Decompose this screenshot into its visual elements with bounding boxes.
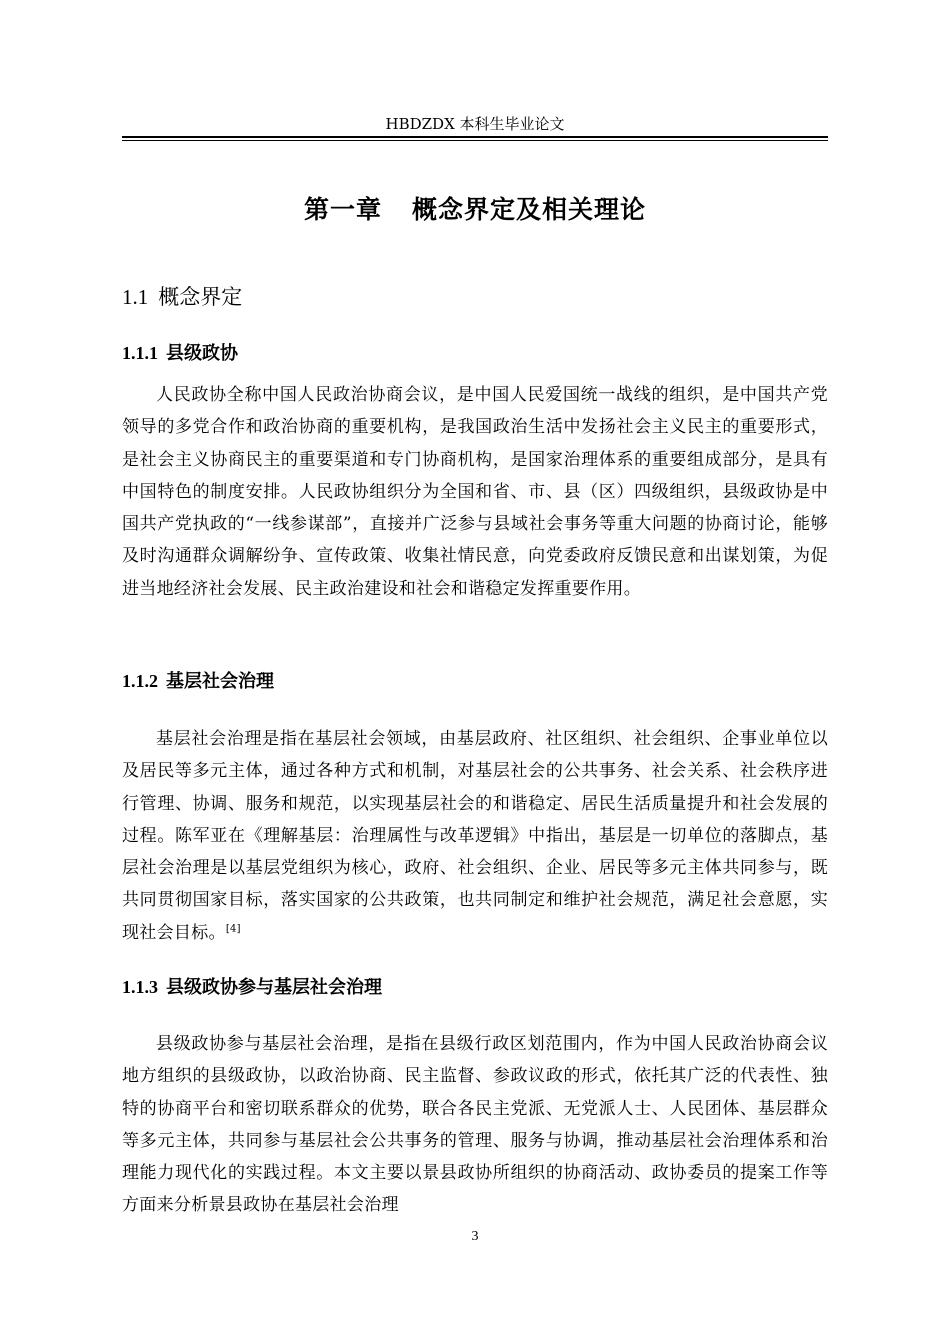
citation-marker: [4] (225, 923, 241, 935)
subsection-title: 基层社会治理 (166, 671, 274, 692)
subsection-number: 1.1.1 (122, 343, 158, 363)
section-heading (122, 281, 242, 313)
header-rule-thick (122, 136, 828, 138)
paragraph-county-cppcc: 人民政协全称中国人民政治协商会议，是中国人民爱国统一战线的组织，是中国共产党领导的多党合作和政治协商的重要机构，是我国政治生活中发扬社会主义民主的重要形式，是社会主义协商民主的重要渠道和专门协商机构，是国家治理体系的重要组成部分，是具有中国特色的制度安排。人民政协组织分为全国和省、市、县（区）四级组织，县级政协是中国共产党执政的“一线参谋部”，直接并广泛参与县域社会事务等重大问题的协商讨论，能够及时沟通群众调解纷争、宣传政策、收集社情民意，向党委政府反馈民意和出谋划策，为促进当地经济社会发展、民主政治建设和社会和谐稳定发挥重要作用。 (122, 385, 828, 599)
running-header: HBDZDX 本科生毕业论文 (385, 115, 565, 133)
paragraph-cppcc-participation: 县级政协参与基层社会治理，是指在县级行政区划范围内，作为中国人民政治协商会议地方组织的县级政协，以政治协商、民主监督、参政议政的形式，依托其广泛的代表性、独特的协商平台和密切联系群众的优势，联合各民主党派、无党派人士、人民团体、基层群众等多元主体，共同参与基层社会公共事务的管理、服务与协调，推动基层社会治理体系和治理能力现代化的实践过程。本文主要以景县政协所组织的协商活动、政协委员的提案工作等方面来分析景县政协在基层社会治理 (122, 1034, 828, 1216)
chapter-number: 第一章 (303, 195, 382, 224)
subsection-heading-1 (122, 339, 238, 368)
subsection-title: 县级政协 (166, 343, 238, 364)
chapter-title (122, 190, 828, 230)
section-title: 概念界定 (158, 285, 243, 309)
subsection-number: 1.1.2 (122, 671, 158, 691)
subsection-title: 县级政协参与基层社会治理 (166, 977, 382, 998)
paragraph-grassroots-governance (122, 723, 828, 949)
chapter-name: 概念界定及相关理论 (412, 195, 647, 224)
subsection-heading-3 (122, 973, 382, 1002)
paragraph-text: 基层社会治理是指在基层社会领域，由基层政府、社区组织、社会组织、企事业单位以及居民等多元主体，通过各种方式和机制，对基层社会的公共事务、社会关系、社会秩序进行管理、协调、服务和规范，以实现基层社会的和谐稳定、居民生活质量提升和社会发展的过程。陈军亚在《理解基层：治理属性与改革逻辑》中指出，基层是一切单位的落脚点，基层社会治理是以基层党组织为核心，政府、社会组织、企业、居民等多元主体共同参与，既共同贯彻国家目标，落实国家的公共政策，也共同制定和维护社会规范，满足社会意愿，实现社会目标。 (122, 729, 828, 943)
subsection-heading-2 (122, 667, 274, 696)
subsection-number: 1.1.3 (122, 977, 158, 997)
page-number: 3 (471, 1229, 479, 1244)
section-number: 1.1 (122, 285, 149, 309)
header-rule-thin (122, 140, 828, 141)
